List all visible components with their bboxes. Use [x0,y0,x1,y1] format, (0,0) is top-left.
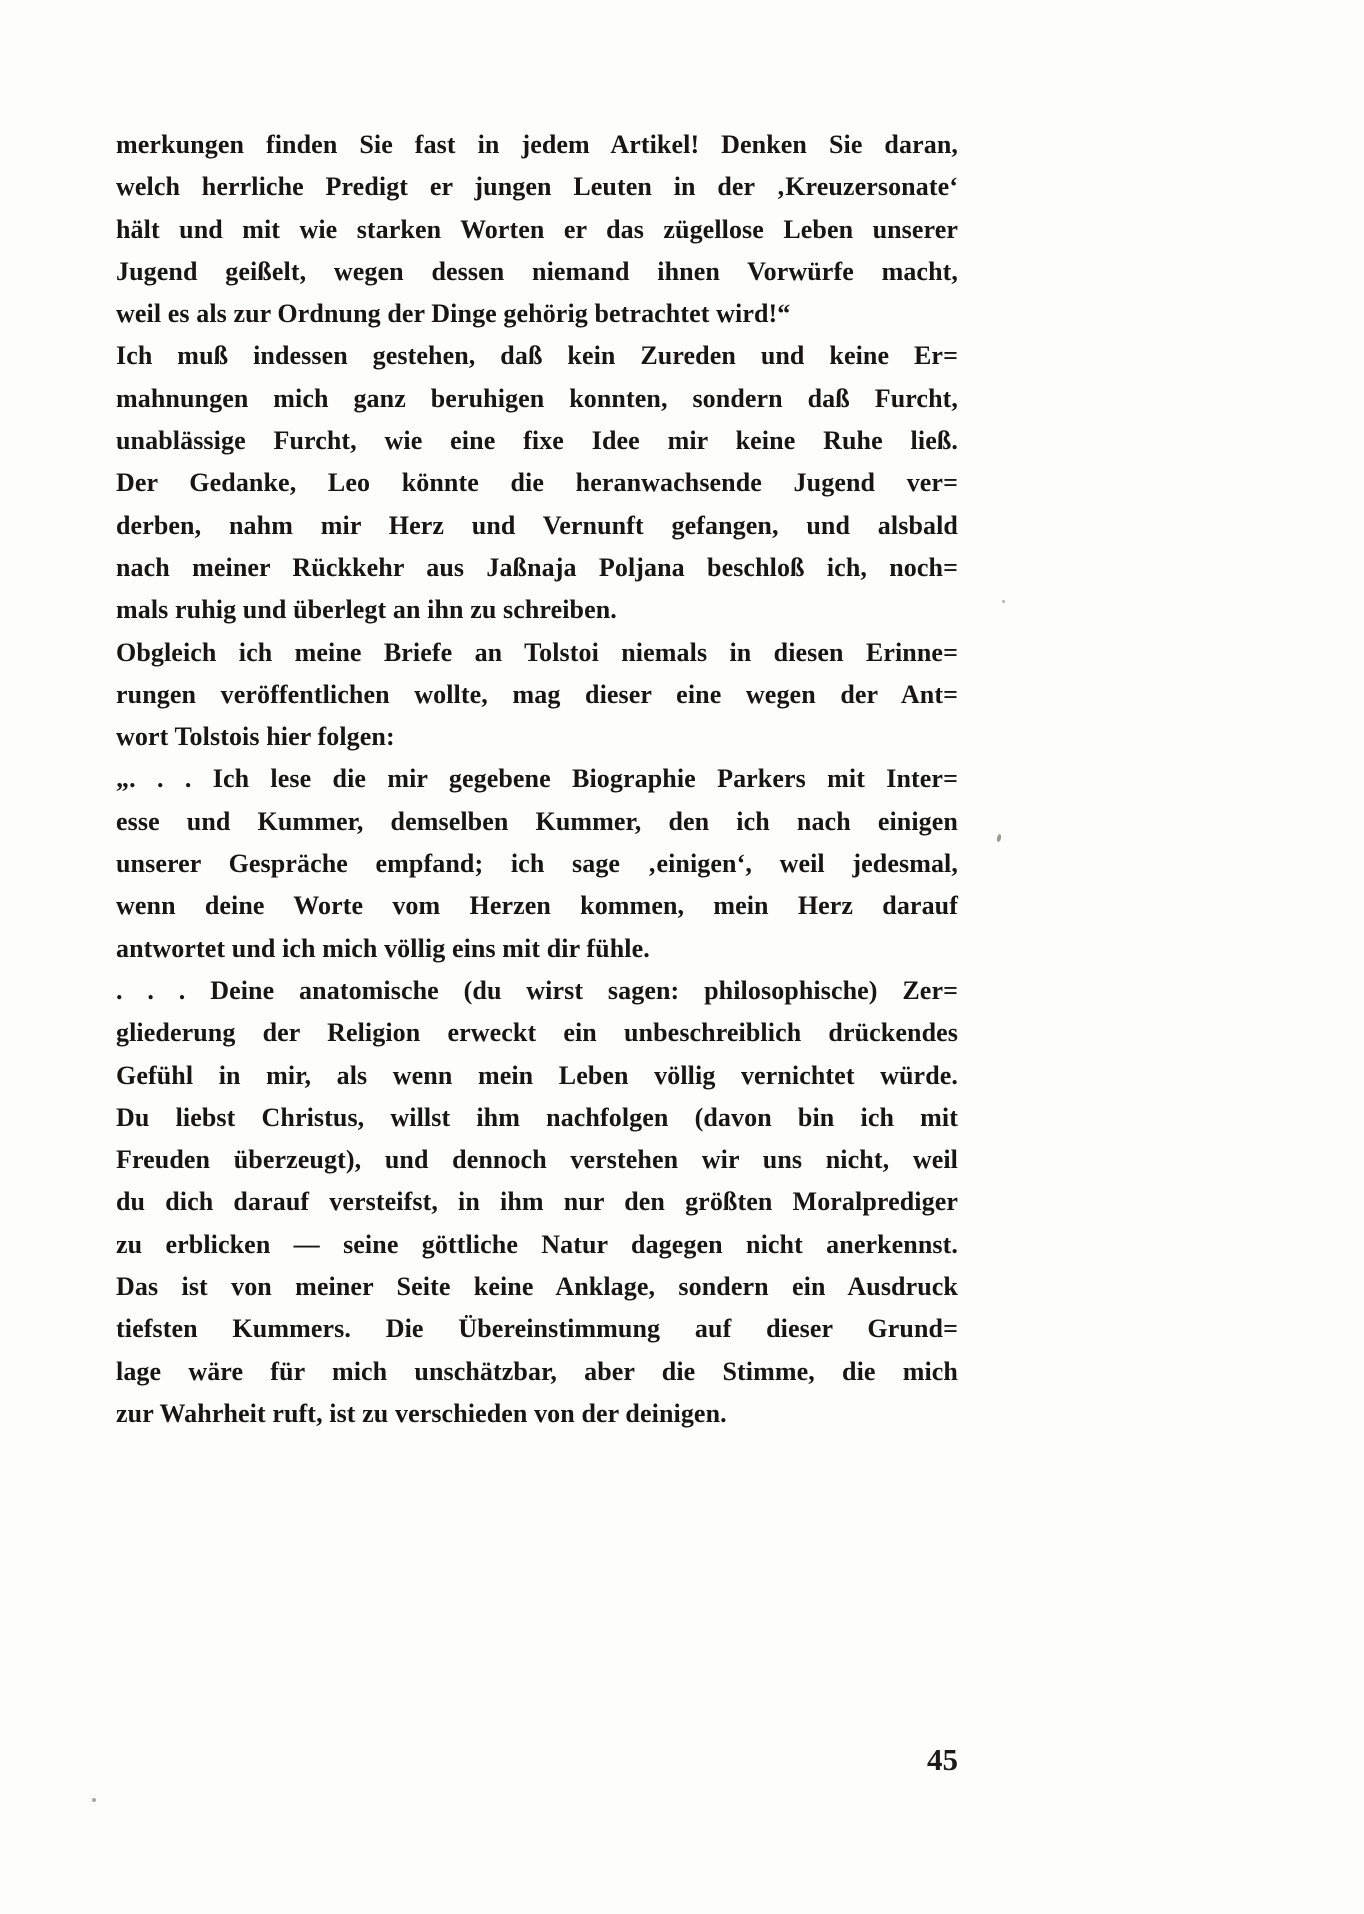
text-block [116,124,958,1435]
text-line: gliederung der Religion erweckt ein unbeschreiblich drückendes [116,1018,958,1048]
text-line: Freuden überzeugt), und dennoch verstehen wir uns nicht, weil [116,1145,958,1175]
text-line: Obgleich ich meine Briefe an Tolstoi niemals in diesen Erinne= [116,637,958,667]
scan-speck [92,1798,96,1802]
paragraph-3 [116,632,958,759]
text-line: Jugend geißelt, wegen dessen niemand ihnen Vorwürfe macht, [116,256,958,286]
text-line: Der Gedanke, Leo könnte die heranwachsende Jugend ver= [116,468,958,498]
paragraph-1 [116,124,958,335]
text-line: Du liebst Christus, willst ihm nachfolgen (davon bin ich mit [116,1102,958,1132]
text-line: zu erblicken — seine göttliche Natur dagegen nicht anerkennst. [116,1229,958,1259]
paragraph-5 [116,970,958,1435]
text-line: welch herrliche Predigt er jungen Leuten in der ‚Kreuzersonate‘ [116,172,958,202]
text-line: „. . . Ich lese die mir gegebene Biographie Parkers mit Inter= [116,764,958,794]
paragraph-2 [116,335,958,631]
text-line: mals ruhig und überlegt an ihn zu schreiben. [116,595,617,625]
text-line: Ich muß indessen gestehen, daß kein Zureden und keine Er= [116,341,958,371]
text-line: Das ist von meiner Seite keine Anklage, sondern ein Ausdruck [116,1272,958,1302]
text-line: weil es als zur Ordnung der Dinge gehörig betrachtet wird!“ [116,299,791,329]
text-line: derben, nahm mir Herz und Vernunft gefangen, und alsbald [116,510,958,540]
text-line: Gefühl in mir, als wenn mein Leben völlig vernichtet würde. [116,1060,958,1090]
text-line: unablässige Furcht, wie eine fixe Idee mir keine Ruhe ließ. [116,426,958,456]
paragraph-4 [116,758,958,969]
text-line: wenn deine Worte vom Herzen kommen, mein Herz darauf [116,891,958,921]
text-line: nach meiner Rückkehr aus Jaßnaja Poljana beschloß ich, noch= [116,552,958,582]
scan-speck [996,834,1002,843]
page-number: 45 [927,1742,958,1777]
text-line: antwortet und ich mich völlig eins mit dir fühle. [116,933,650,963]
text-line: hält und mit wie starken Worten er das zügellose Leben unserer [116,214,958,244]
text-line: mahnungen mich ganz beruhigen konnten, sondern daß Furcht, [116,383,958,413]
scan-speck [1002,600,1005,603]
text-line: esse und Kummer, demselben Kummer, den ich nach einigen [116,806,958,836]
text-line: rungen veröffentlichen wollte, mag dieser eine wegen der Ant= [116,679,958,709]
text-line: unserer Gespräche empfand; ich sage ‚einigen‘, weil jedesmal, [116,849,958,879]
text-line: wort Tolstois hier folgen: [116,722,395,752]
text-line: tiefsten Kummers. Die Übereinstimmung auf dieser Grund= [116,1314,958,1344]
text-line: du dich darauf versteifst, in ihm nur den größten Moralprediger [116,1187,958,1217]
text-line: lage wäre für mich unschätzbar, aber die Stimme, die mich [116,1356,958,1386]
text-line: zur Wahrheit ruft, ist zu verschieden von der deinigen. [116,1398,727,1428]
text-line: merkungen finden Sie fast in jedem Artikel! Denken Sie daran, [116,130,958,159]
text-line: . . . Deine anatomische (du wirst sagen: philosophische) Zer= [116,975,958,1005]
